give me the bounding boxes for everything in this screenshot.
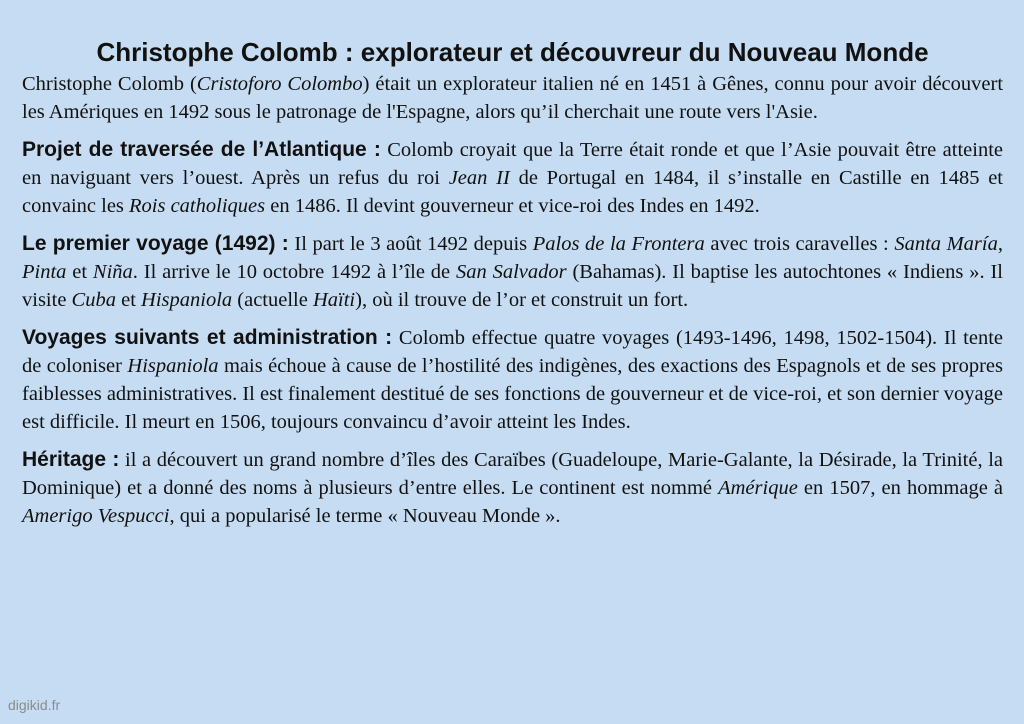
section-italic: Cuba <box>71 289 116 311</box>
section-italic: Niña <box>92 261 133 283</box>
section-first-voyage <box>22 230 1003 314</box>
section-text: Il part le 3 août 1492 depuis <box>288 233 533 255</box>
intro-text-1: Christophe Colomb ( <box>22 73 197 95</box>
section-heading: Le premier voyage (1492) : <box>22 232 289 255</box>
section-text: (actuelle <box>232 289 313 311</box>
document-page <box>22 34 1003 540</box>
section-italic: Amerigo Vespucci <box>22 505 170 527</box>
intro-text-2: ) était un explorateur italien né en 1451 à Gênes, connu pour avoir découvert les Amériques en 1492 sous le patronage de l'Espagne, alors qu’il cherchait une route vers l'Asie. <box>22 73 1004 123</box>
section-italic: Hispaniola <box>127 355 219 377</box>
section-text: (Bahamas). Il baptise les autochtones « Indiens ». Il visite <box>22 261 1003 311</box>
section-italic: Pinta <box>22 261 67 283</box>
section-italic: Rois catholiques <box>129 195 266 217</box>
section-text: et <box>66 261 93 283</box>
section-text: . Il arrive le 10 octobre 1492 à l’île de <box>132 261 456 283</box>
section-italic: Santa María <box>894 233 998 255</box>
page-title: Christophe Colomb : explorateur et découvreur du Nouveau Monde <box>96 37 929 67</box>
section-text: mais échoue à cause de l’hostilité des indigènes, des exactions des Espagnols et de ses propres faiblesses administratives. Il est finalement destitué de ses fonctions de gouverneur et de vice-roi, et son dernier voyage est difficile. Il meurt en 1506, toujours convaincu d’avoir atteint les Indes. <box>22 355 1003 433</box>
section-later-voyages <box>22 324 1003 436</box>
section-italic: Amérique <box>718 477 798 499</box>
intro-paragraph <box>22 70 1003 126</box>
section-text: avec trois caravelles : <box>704 233 895 255</box>
section-legacy <box>22 446 1003 530</box>
section-text: ), où il trouve de l’or et construit un fort. <box>355 289 689 311</box>
section-italic: San Salvador <box>456 261 567 283</box>
section-atlantic-project <box>22 136 1003 220</box>
section-heading: Projet de traversée de l’Atlantique : <box>22 138 381 161</box>
section-italic: Hispaniola <box>141 289 233 311</box>
site-watermark: digikid.fr <box>8 697 61 713</box>
section-text: Colomb effectue quatre voyages (1493-1496, 1498, 1502-1504). Il tente de coloniser <box>22 327 1003 377</box>
intro-italic-name: Cristoforo Colombo <box>196 73 363 95</box>
section-text: de Portugal en 1484, il s’installe en Castille en 1485 et convainc les <box>22 167 1003 217</box>
section-heading: Voyages suivants et administration : <box>22 326 393 349</box>
section-italic: Palos de la Frontera <box>532 233 705 255</box>
section-text: et <box>115 289 142 311</box>
section-text: Colomb croyait que la Terre était ronde et que l’Asie pouvait être atteinte en naviguant vers l’ouest. Après un refus du roi <box>22 139 1004 189</box>
section-text: il a découvert un grand nombre d’îles des Caraïbes (Guadeloupe, Marie-Galante, la Désirade, la Trinité, la Dominique) et a donné des noms à plusieurs d’entre elles. Le continent est nommé <box>22 449 1004 499</box>
section-text: en 1507, en hommage à <box>797 477 1004 499</box>
section-heading: Héritage : <box>22 448 120 471</box>
section-text: , <box>997 233 1003 255</box>
section-italic: Haïti <box>312 289 356 311</box>
section-text: en 1486. Il devint gouverneur et vice-roi des Indes en 1492. <box>265 195 760 217</box>
section-italic: Jean II <box>448 167 510 189</box>
section-text: , qui a popularisé le terme « Nouveau Monde ». <box>169 505 561 527</box>
